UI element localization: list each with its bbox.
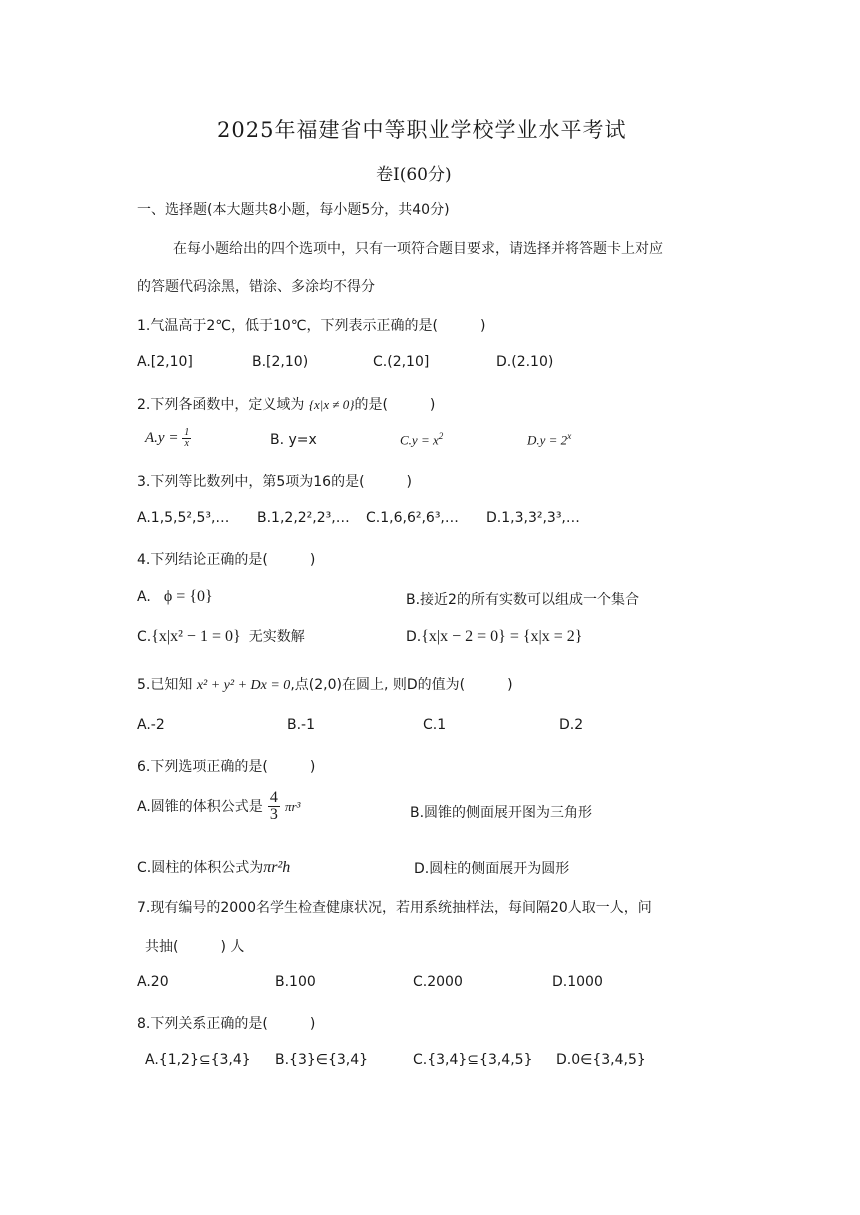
q7-option-a: A.20 [137,974,169,990]
q2-option-d [527,431,571,448]
q8-option-b: B.{3}∈{3,4} [275,1052,369,1068]
q5-option-c: C.1 [423,717,447,733]
q4-option-a [137,586,213,606]
question-4-stem: 4.下列结论正确的是( ) [137,552,316,568]
question-3-stem: 3.下列等比数列中，第5项为16的是( ) [137,474,413,490]
q1-option-c: C.(2,10] [373,354,430,370]
q6-option-a-denominator: 3 [269,806,278,823]
q6-option-c-text: C.圆柱的体积公式为 [137,860,264,876]
question-5-stem [137,674,513,694]
q4-option-d-label: D. [406,629,422,645]
q4-option-c-label: C. [137,629,152,645]
q6-option-a-fraction [268,790,280,823]
question-1-stem: 1.气温高于2℃，低于10℃，下列表示正确的是( ) [137,318,486,334]
question-8-stem: 8.下列关系正确的是( ) [137,1016,316,1032]
q3-option-d: D.1,3,3²,3³,… [486,510,580,526]
instructions-line-2: 的答题代码涂黑，错涂、多涂均不得分 [137,279,375,295]
q5-stem-post: ,点(2,0)在圆上, 则D的值为( ) [290,677,513,693]
q2-stem-pre: 2.下列各函数中，定义域为 [137,397,305,413]
q5-circle-equation: x² + y² + Dx = 0 [196,678,291,693]
q2-option-a-fraction [182,428,191,449]
exam-title: 2025年福建省中等职业学校学业水平考试 [217,118,627,142]
q2-option-a-denominator: x [184,438,189,449]
q2-domain-set: {x|x ≠ 0} [308,397,355,412]
q3-option-c: C.1,6,6²,6³,… [366,510,459,526]
q5-option-b: B.-1 [287,717,316,733]
q6-option-d: D.圆柱的侧面展开为圆形 [414,861,570,877]
paper-subtitle: 卷Ⅰ(60分) [376,165,452,185]
q6-option-a-numerator: 4 [269,789,278,806]
q8-option-d: D.0∈{3,4,5} [556,1052,646,1068]
q1-option-a: A.[2,10] [137,354,193,370]
section-heading: 一、选择题(本大题共8小题，每小题5分，共40分) [137,202,450,218]
q4-option-c [137,626,305,646]
q2-option-c-exponent: 2 [438,431,444,441]
q4-option-a-label: A. [137,589,151,605]
q6-option-b: B.圆锥的侧面展开图为三角形 [410,805,593,821]
q7-option-d: D.1000 [552,974,603,990]
q6-option-a-text: A.圆锥的体积公式是 [137,799,263,815]
q2-stem-post: 的是( ) [354,397,436,413]
q6-option-c [137,857,290,877]
q2-option-a-prefix: A.y = [145,429,179,446]
q2-option-a [145,428,191,449]
q3-option-b: B.1,2,2²,2³,… [257,510,350,526]
q6-option-a [137,790,300,823]
q2-option-b: B. y=x [270,432,317,448]
q4-option-b: B.接近2的所有实数可以组成一个集合 [406,592,639,608]
question-6-stem: 6.下列选项正确的是( ) [137,759,316,775]
q6-option-a-formula: πr³ [284,799,301,814]
q2-option-c-prefix: C.y = x [400,432,439,448]
q4-option-d [406,626,582,646]
q7-option-b: B.100 [275,974,316,990]
question-7-stem-line-2: 共抽( ) 人 [145,939,245,955]
q2-option-d-prefix: D.y = 2 [527,432,568,448]
q4-option-a-math: ϕ = {0} [163,588,213,605]
q2-option-d-exponent: x [567,431,572,441]
q4-option-c-text: 无实数解 [248,629,305,645]
q3-option-a: A.1,5,5²,5³,… [137,510,230,526]
q1-option-b: B.[2,10) [252,354,309,370]
q1-option-d: D.(2.10) [496,354,554,370]
q8-option-c: C.{3,4}⊆{3,4,5} [413,1052,533,1068]
question-7-stem-line-1: 7.现有编号的2000名学生检查健康状况，若用系统抽样法，每间隔20人取一人，问 [137,900,652,916]
q4-option-c-math: {x|x² − 1 = 0} [151,628,241,645]
q5-stem-pre: 5.已知知 [137,677,193,693]
question-2-stem [137,394,435,414]
q5-option-a: A.-2 [137,717,165,733]
instructions-line-1: 在每小题给出的四个选项中，只有一项符合题目要求，请选择并将答题卡上对应 [173,241,663,257]
q4-option-d-math: {x|x − 2 = 0} = {x|x = 2} [421,628,583,645]
q6-option-c-formula: πr²h [263,859,291,876]
q2-option-c [400,431,443,448]
q2-option-a-numerator: 1 [184,427,190,438]
q5-option-d: D.2 [559,717,584,733]
q8-option-a: A.{1,2}⊆{3,4} [145,1052,251,1068]
q7-option-c: C.2000 [413,974,463,990]
